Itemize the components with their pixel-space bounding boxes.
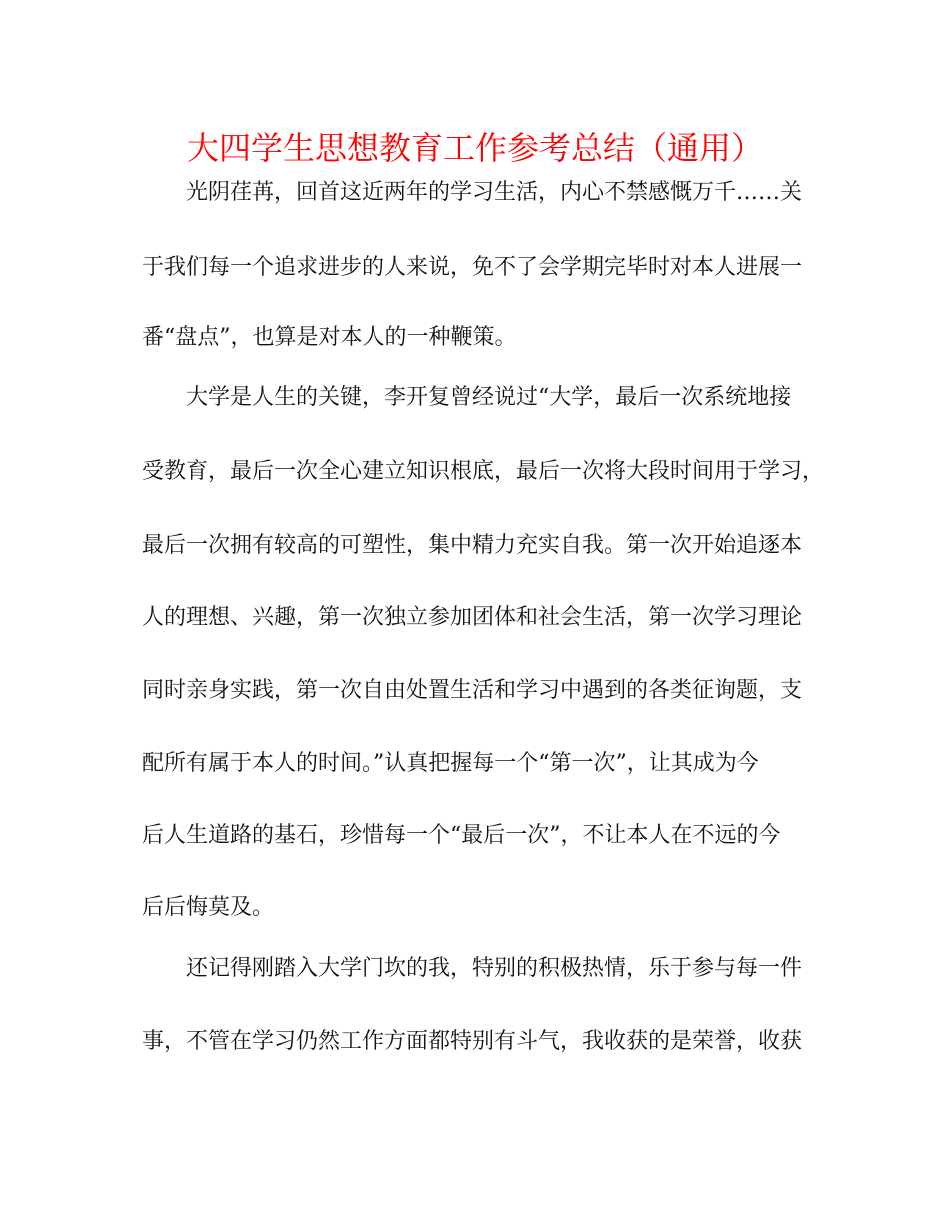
body-line: 大学是人生的关键，李开复曾经说过“大学，最后一次系统地接 [186, 385, 792, 410]
body-line: 光阴荏苒，回首这近两年的学习生活，内心不禁感慨万千……关 [186, 180, 803, 205]
body-line: 人的理想、兴趣，第一次独立参加团体和社会生活，第一次学习理论 [142, 605, 803, 630]
body-line: 还记得刚踏入大学门坎的我，特别的积极热情，乐于参与每一件 [186, 956, 803, 981]
body-line: 后后悔莫及。 [142, 895, 275, 920]
body-line: 受教育，最后一次全心建立知识根底，最后一次将大段时间用于学习， [142, 459, 825, 484]
body-line: 最后一次拥有较高的可塑性，集中精力充实自我。第一次开始追逐本 [142, 533, 803, 558]
body-line: 后人生道路的基石，珍惜每一个“最后一次”，不让本人在不远的今 [142, 823, 781, 848]
body-line: 事，不管在学习仍然工作方面都特别有斗气，我收获的是荣誉，收获 [142, 1029, 803, 1054]
body-line: 配所有属于本人的时间。”认真把握每一个“第一次”，让其成为今 [142, 751, 759, 776]
body-line: 同时亲身实践，第一次自由处置生活和学习中遇到的各类征询题，支 [142, 678, 803, 703]
body-line: 番“盘点”，也算是对本人的一种鞭策。 [142, 325, 517, 350]
body-line: 于我们每一个追求进步的人来说，免不了会学期完毕时对本人进展一 [142, 255, 803, 280]
document-title: 大四学生思想教育工作参考总结（通用） [186, 129, 763, 167]
